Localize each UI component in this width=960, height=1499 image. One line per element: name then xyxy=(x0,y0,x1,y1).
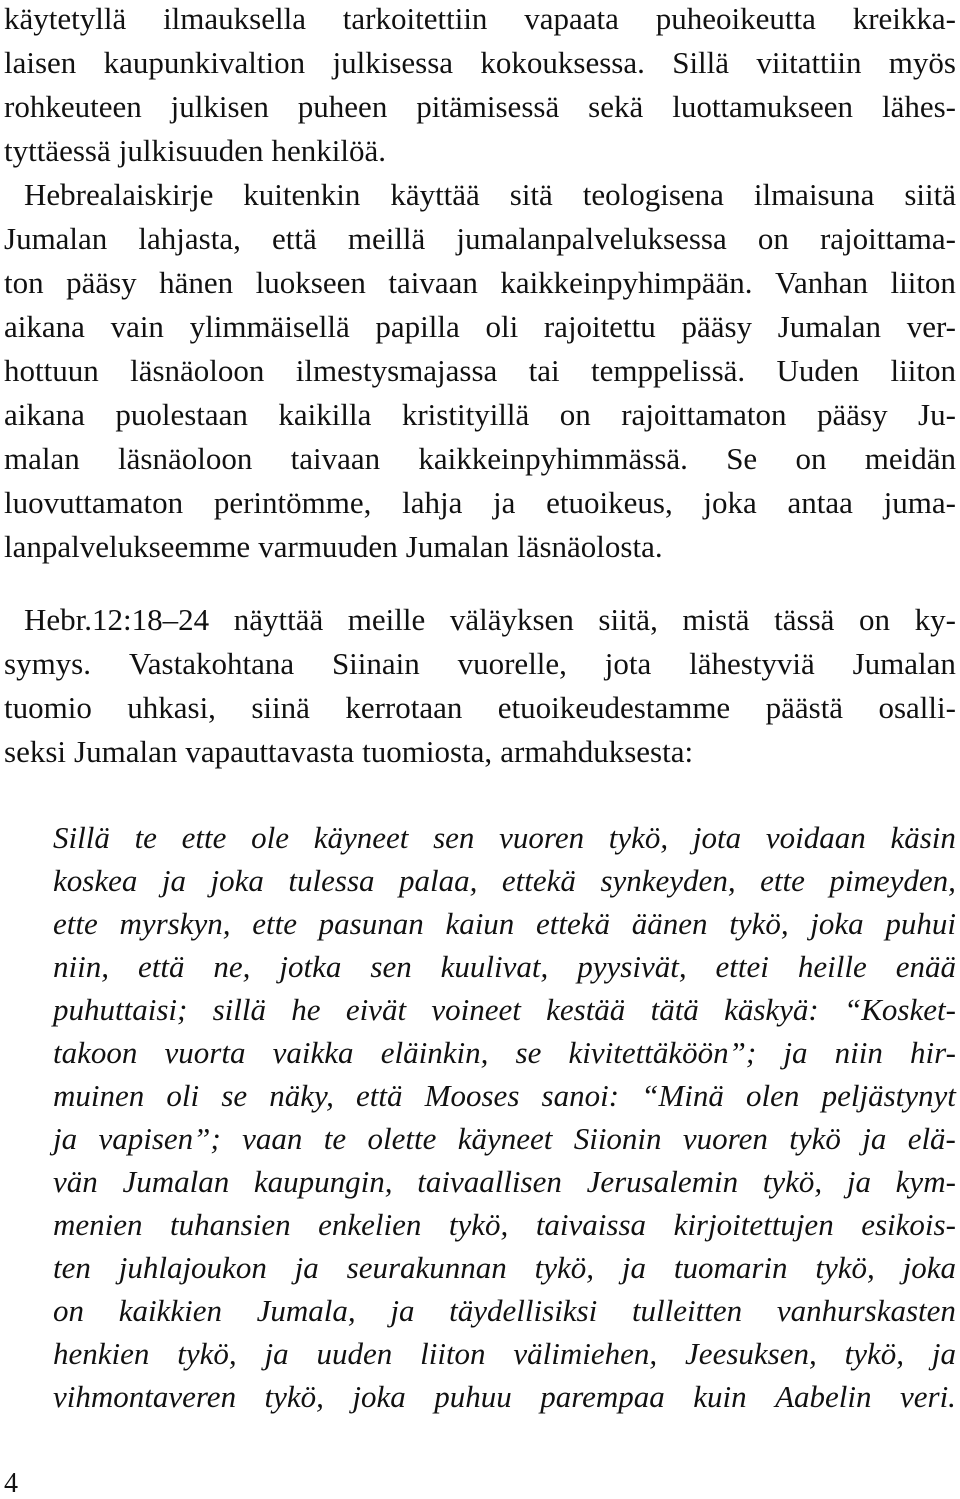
word: kaikkien xyxy=(118,1293,222,1328)
word: ky- xyxy=(914,602,956,637)
word: ettekä xyxy=(501,863,576,898)
quote-line xyxy=(53,1037,956,1068)
word: ja xyxy=(264,1336,289,1371)
word: ette xyxy=(252,906,297,941)
word: veri. xyxy=(899,1379,956,1414)
word: että xyxy=(356,1078,403,1113)
word: julkisessa xyxy=(332,45,454,80)
word: antaa xyxy=(787,485,853,520)
word: vaan xyxy=(242,1121,303,1156)
word: Hebrealaiskirje xyxy=(24,177,214,212)
word: Siionin xyxy=(573,1121,662,1156)
word: Aabelin xyxy=(775,1379,872,1414)
word: rajoittama- xyxy=(819,221,956,256)
word: muinen xyxy=(53,1078,145,1113)
word: sillä xyxy=(212,992,267,1027)
word: seurakunnan xyxy=(346,1250,507,1285)
word: pääsy xyxy=(816,397,888,432)
word: puheoikeutta xyxy=(655,1,816,36)
word: kuin xyxy=(693,1379,747,1414)
word: myös xyxy=(888,45,956,80)
word: koskea xyxy=(53,863,138,898)
word: tykö, xyxy=(448,1207,509,1242)
word: ette xyxy=(760,863,805,898)
quote-line xyxy=(53,1252,956,1283)
quote-line xyxy=(53,1123,956,1154)
word: ne, xyxy=(213,949,251,984)
word: läsnäoloon xyxy=(130,353,265,388)
word: “Minä xyxy=(641,1078,724,1113)
word: Hebr.12:18–24 xyxy=(24,602,210,637)
body-line xyxy=(24,604,956,635)
word: ja xyxy=(390,1293,415,1328)
word: tykö xyxy=(789,1121,841,1156)
word: teologisena xyxy=(582,177,724,212)
word: kristityillä xyxy=(401,397,530,432)
word: sitä xyxy=(509,177,553,212)
word: jota xyxy=(604,646,652,681)
word: läsnäolosta. xyxy=(517,529,663,564)
word: on xyxy=(559,397,591,432)
word: varmuuden xyxy=(258,529,398,564)
word: lähes- xyxy=(881,89,956,124)
word: tuomiosta, xyxy=(362,734,493,769)
word: ilmestysmajassa xyxy=(295,353,498,388)
word: lahja xyxy=(402,485,463,520)
word: he xyxy=(291,992,321,1027)
word: jumalanpalveluksessa xyxy=(456,221,727,256)
word: ilmaisuna xyxy=(753,177,875,212)
word: se xyxy=(221,1078,248,1113)
word: kreikka- xyxy=(852,1,956,36)
word: hottuun xyxy=(4,353,99,388)
word: uhkasi, xyxy=(127,690,216,725)
word: peljästynyt xyxy=(821,1078,956,1113)
word: papilla xyxy=(375,309,460,344)
word: käyneet xyxy=(457,1121,553,1156)
quote-line xyxy=(53,1209,956,1240)
word: tai xyxy=(528,353,560,388)
word: vapaata xyxy=(524,1,619,36)
word: ver- xyxy=(906,309,956,344)
body-line xyxy=(4,692,956,723)
word: liiton xyxy=(420,1336,486,1371)
word: te xyxy=(323,1121,347,1156)
word: vaikka xyxy=(272,1035,354,1070)
word: väläyksen xyxy=(449,602,574,637)
word: tyttäessä xyxy=(4,133,111,168)
word: Sillä xyxy=(53,820,110,855)
word: ton xyxy=(4,265,44,300)
word: ylimmäisellä xyxy=(189,309,350,344)
word: on xyxy=(757,221,789,256)
body-line xyxy=(4,531,956,562)
word: joka xyxy=(703,485,757,520)
word: menien xyxy=(53,1207,143,1242)
word: tykö, xyxy=(815,1250,875,1285)
word: pääsy xyxy=(66,265,137,300)
word: taivaan xyxy=(290,441,381,476)
word: osalli- xyxy=(878,690,956,725)
word: liiton xyxy=(890,265,956,300)
word: tulessa xyxy=(288,863,375,898)
word: Vastakohtana xyxy=(128,646,295,681)
word: kaikkeinpyhimpään. xyxy=(500,265,753,300)
body-line xyxy=(4,736,956,767)
word: läsnäoloon xyxy=(118,441,253,476)
quote-line xyxy=(53,1381,956,1412)
word: eläinkin, xyxy=(380,1035,489,1070)
word: vuoren xyxy=(499,820,585,855)
word: vanhurskasten xyxy=(776,1293,956,1328)
word: ja xyxy=(862,1121,887,1156)
word: voidaan xyxy=(765,820,866,855)
word: lähestyviä xyxy=(689,646,815,681)
word: kaikilla xyxy=(278,397,372,432)
word: eivät xyxy=(345,992,407,1027)
quote-line xyxy=(53,1080,956,1111)
word: joka xyxy=(210,863,264,898)
word: puolestaan xyxy=(115,397,248,432)
word: aikana xyxy=(4,309,85,344)
word: tulleitten xyxy=(631,1293,743,1328)
word: ette xyxy=(53,906,98,941)
quote-line xyxy=(53,1166,956,1197)
word: siitä xyxy=(904,177,956,212)
body-line xyxy=(4,355,956,386)
word: niin xyxy=(834,1035,883,1070)
word: taivaan xyxy=(388,265,478,300)
word: vän xyxy=(53,1164,98,1199)
word: mistä xyxy=(682,602,750,637)
word: parempaa xyxy=(540,1379,665,1414)
word: kokouksessa. xyxy=(480,45,645,80)
word: vuoren xyxy=(682,1121,768,1156)
quote-line xyxy=(53,951,956,982)
body-line xyxy=(4,648,956,679)
word: Jumalan xyxy=(74,734,178,769)
word: pimeyden, xyxy=(829,863,956,898)
word: luovuttamaton xyxy=(4,485,184,520)
word: sekä xyxy=(588,89,644,124)
word: kerrotaan xyxy=(345,690,463,725)
word: henkien xyxy=(53,1336,150,1371)
word: täydellisiksi xyxy=(449,1293,598,1328)
body-line xyxy=(4,399,956,430)
word: synkeyden, xyxy=(600,863,736,898)
word: sen xyxy=(433,820,475,855)
word: näyttää xyxy=(233,602,324,637)
word: Jumalan xyxy=(852,646,956,681)
word: ja xyxy=(53,1121,78,1156)
word: että xyxy=(137,949,185,984)
word: äänen xyxy=(631,906,708,941)
word: pasunan xyxy=(318,906,424,941)
word: tuomarin xyxy=(673,1250,788,1285)
word: puheen xyxy=(297,89,388,124)
word: viitattiin xyxy=(756,45,862,80)
word: on xyxy=(795,441,827,476)
word: tätä xyxy=(650,992,699,1027)
word: niin, xyxy=(53,949,109,984)
body-line xyxy=(4,311,956,342)
body-line xyxy=(24,179,956,210)
word: on xyxy=(53,1293,84,1328)
word: että xyxy=(271,221,317,256)
word: meille xyxy=(347,602,426,637)
word: takoon xyxy=(53,1035,138,1070)
word: laisen xyxy=(4,45,77,80)
body-line xyxy=(4,223,956,254)
word: malan xyxy=(4,441,80,476)
body-line xyxy=(4,91,956,122)
word: Se xyxy=(726,441,758,476)
quote-line xyxy=(53,994,956,1025)
word: vapisen”; xyxy=(98,1121,221,1156)
word: puhui xyxy=(885,906,956,941)
word: käskyä: xyxy=(724,992,819,1027)
word: vihmontaveren xyxy=(53,1379,237,1414)
body-line xyxy=(4,135,956,166)
word: kaupungin, xyxy=(253,1164,393,1199)
word: näky, xyxy=(269,1078,334,1113)
word: vuorelle, xyxy=(457,646,567,681)
word: palaa, xyxy=(399,863,478,898)
word: Mooses xyxy=(424,1078,520,1113)
word: juhlajoukon xyxy=(118,1250,267,1285)
word: Jumala, xyxy=(256,1293,356,1328)
body-line xyxy=(4,267,956,298)
word: ja xyxy=(783,1035,808,1070)
word: symys. xyxy=(4,646,91,681)
word: ettekä xyxy=(536,906,611,941)
word: Jumalan xyxy=(4,221,108,256)
word: perintömme, xyxy=(213,485,372,520)
word: vain xyxy=(110,309,164,344)
word: Ju- xyxy=(918,397,956,432)
page-number: 4 xyxy=(4,1468,18,1499)
word: kaiun xyxy=(445,906,515,941)
word: temppelissä. xyxy=(591,353,746,388)
word: etuoikeus, xyxy=(546,485,673,520)
word: julkisen xyxy=(170,89,269,124)
word: voineet xyxy=(431,992,521,1027)
quote-line xyxy=(53,865,956,896)
word: siinä xyxy=(251,690,310,725)
word: Jerusalemin xyxy=(586,1164,739,1199)
body-line xyxy=(4,3,956,34)
word: joka xyxy=(352,1379,406,1414)
word: ettei xyxy=(715,949,769,984)
word: välimiehen, xyxy=(513,1336,658,1371)
body-line xyxy=(4,487,956,518)
word: rohkeuteen xyxy=(4,89,142,124)
word: luokseen xyxy=(255,265,366,300)
word: ole xyxy=(251,820,289,855)
word: siitä, xyxy=(598,602,658,637)
word: kuitenkin xyxy=(243,177,361,212)
word: hänen xyxy=(159,265,234,300)
word: liiton xyxy=(890,353,956,388)
word: tuomio xyxy=(4,690,92,725)
word: heille xyxy=(797,949,867,984)
word: kestää xyxy=(546,992,626,1027)
word: kym- xyxy=(895,1164,956,1199)
word: myrskyn, xyxy=(119,906,231,941)
word: ja xyxy=(931,1336,956,1371)
word: taivaissa xyxy=(535,1207,647,1242)
word: uuden xyxy=(316,1336,393,1371)
word: tykö, xyxy=(608,820,669,855)
word: oli xyxy=(166,1078,200,1113)
word: ja xyxy=(846,1164,871,1199)
word: hir- xyxy=(910,1035,956,1070)
word: Jeesuksen, xyxy=(685,1336,817,1371)
word: kaikkeinpyhimmässä. xyxy=(418,441,688,476)
word: puhuu xyxy=(434,1379,512,1414)
word: luottamukseen xyxy=(672,89,853,124)
word: “Kosket- xyxy=(844,992,956,1027)
document-page xyxy=(4,0,956,1498)
word: enkelien xyxy=(318,1207,422,1242)
word: puhuttaisi; xyxy=(53,992,188,1027)
word: armahduksesta: xyxy=(500,734,694,769)
word: tykö, xyxy=(762,1164,823,1199)
word: se xyxy=(515,1035,542,1070)
word: etuoikeudestamme xyxy=(497,690,731,725)
word: sen xyxy=(370,949,412,984)
word: tarkoitettiin xyxy=(342,1,488,36)
word: vuorta xyxy=(164,1035,246,1070)
word: ette xyxy=(181,820,227,855)
word: meidän xyxy=(864,441,956,476)
word: käytetyllä xyxy=(4,1,127,36)
word: ilmauksella xyxy=(163,1,306,36)
word: Siinain xyxy=(331,646,420,681)
word: ja xyxy=(294,1250,319,1285)
body-line xyxy=(4,443,956,474)
word: kivitettäköön”; xyxy=(568,1035,757,1070)
word: käyttää xyxy=(390,177,480,212)
word: Sillä xyxy=(672,45,730,80)
word: tykö, xyxy=(264,1379,324,1414)
word: Jumalan xyxy=(122,1164,230,1199)
quote-line xyxy=(53,1295,956,1326)
word: käsin xyxy=(890,820,956,855)
word: Vanhan xyxy=(775,265,869,300)
word: lanpalvelukseemme xyxy=(4,529,251,564)
word: pyysivät, xyxy=(577,949,687,984)
word: juma- xyxy=(883,485,956,520)
word: elä- xyxy=(907,1121,956,1156)
word: aikana xyxy=(4,397,85,432)
word: tuhansien xyxy=(170,1207,291,1242)
word: meillä xyxy=(347,221,426,256)
word: on xyxy=(859,602,890,637)
word: ten xyxy=(53,1250,91,1285)
word: enää xyxy=(895,949,956,984)
word: julkisuuden xyxy=(118,133,264,168)
word: oli xyxy=(485,309,519,344)
word: ja xyxy=(621,1250,646,1285)
word: rajoitettu xyxy=(543,309,656,344)
word: tykö, xyxy=(534,1250,595,1285)
word: joka xyxy=(902,1250,956,1285)
word: vapauttavasta xyxy=(185,734,355,769)
quote-line xyxy=(53,908,956,939)
quote-line xyxy=(53,1338,956,1369)
word: Jumalan xyxy=(777,309,882,344)
word: joka xyxy=(810,906,864,941)
word: jota xyxy=(692,820,742,855)
word: tässä xyxy=(774,602,835,637)
word: tykö, xyxy=(177,1336,237,1371)
word: pitämisessä xyxy=(416,89,560,124)
word: taivaallisen xyxy=(417,1164,562,1199)
quote-line xyxy=(53,822,956,853)
word: Uuden xyxy=(776,353,860,388)
word: Jumalan xyxy=(405,529,510,564)
body-line xyxy=(4,47,956,78)
word: olette xyxy=(367,1121,437,1156)
word: esikois- xyxy=(861,1207,956,1242)
word: tykö, xyxy=(844,1336,904,1371)
word: pääsy xyxy=(681,309,753,344)
word: jotka xyxy=(279,949,342,984)
word: olen xyxy=(746,1078,800,1113)
word: kuulivat, xyxy=(440,949,549,984)
word: päästä xyxy=(765,690,844,725)
word: seksi xyxy=(4,734,66,769)
word: kaupunkivaltion xyxy=(103,45,306,80)
word: te xyxy=(134,820,157,855)
word: kirjoitettujen xyxy=(673,1207,834,1242)
word: käyneet xyxy=(313,820,409,855)
word: rajoittamaton xyxy=(621,397,787,432)
word: ja xyxy=(161,863,186,898)
word: sanoi: xyxy=(541,1078,620,1113)
word: ja xyxy=(493,485,516,520)
word: henkilöä. xyxy=(271,133,387,168)
word: lahjasta, xyxy=(138,221,241,256)
word: tykö, xyxy=(729,906,789,941)
